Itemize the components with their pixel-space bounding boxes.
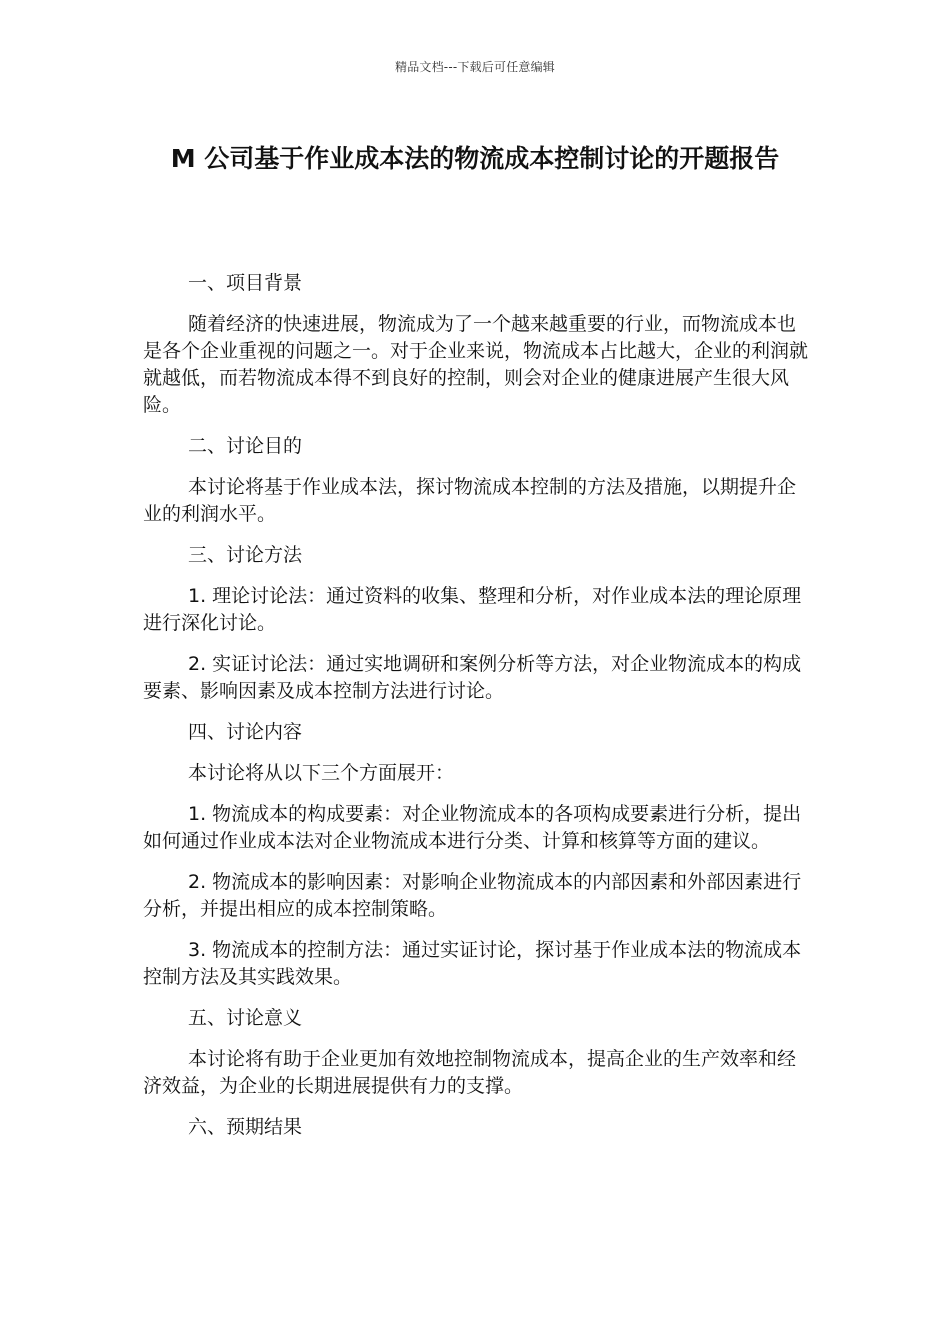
paragraph-content-3: 3. 物流成本的控制方法：通过实证讨论，探讨基于作业成本法的物流成本控制方法及其实践效果。 [143, 939, 802, 988]
document-body [143, 270, 808, 1155]
paragraph-content-2: 2. 物流成本的影响因素：对影响企业物流成本的内部因素和外部因素进行分析，并提出相应的成本控制策略。 [143, 871, 802, 920]
paragraph-method-2: 2. 实证讨论法：通过实地调研和案例分析等方法，对企业物流成本的构成要素、影响因素及成本控制方法进行讨论。 [143, 653, 802, 702]
section-heading-content: 四、讨论内容 [188, 721, 303, 743]
section-heading-significance: 五、讨论意义 [188, 1007, 303, 1029]
page-header: 精品文档---下载后可任意编辑 [395, 60, 555, 74]
paragraph-significance: 本讨论将有助于企业更加有效地控制物流成本，提高企业的生产效率和经济效益，为企业的长期进展提供有力的支撑。 [143, 1048, 797, 1097]
paragraph-purpose: 本讨论将基于作业成本法，探讨物流成本控制的方法及措施，以期提升企业的利润水平。 [143, 476, 797, 525]
document-title: M 公司基于作业成本法的物流成本控制讨论的开题报告 [170, 144, 780, 173]
section-heading-method: 三、讨论方法 [188, 544, 303, 566]
paragraph-method-1: 1. 理论讨论法：通过资料的收集、整理和分析，对作业成本法的理论原理进行深化讨论。 [143, 585, 802, 634]
paragraph-background: 随着经济的快速进展，物流成为了一个越来越重要的行业，而物流成本也是各个企业重视的问题之一。对于企业来说，物流成本占比越大，企业的利润就就越低，而若物流成本得不到良好的控制，则会对企业的健康进展产生很大风险。 [143, 313, 809, 416]
paragraph-content-1: 1. 物流成本的构成要素：对企业物流成本的各项构成要素进行分析，提出如何通过作业成本法对企业物流成本进行分类、计算和核算等方面的建议。 [143, 803, 802, 852]
section-heading-expected-results: 六、预期结果 [188, 1116, 303, 1138]
paragraph-content-intro: 本讨论将从以下三个方面展开： [188, 762, 455, 784]
section-heading-purpose: 二、讨论目的 [188, 435, 303, 457]
section-heading-background: 一、项目背景 [188, 272, 303, 294]
